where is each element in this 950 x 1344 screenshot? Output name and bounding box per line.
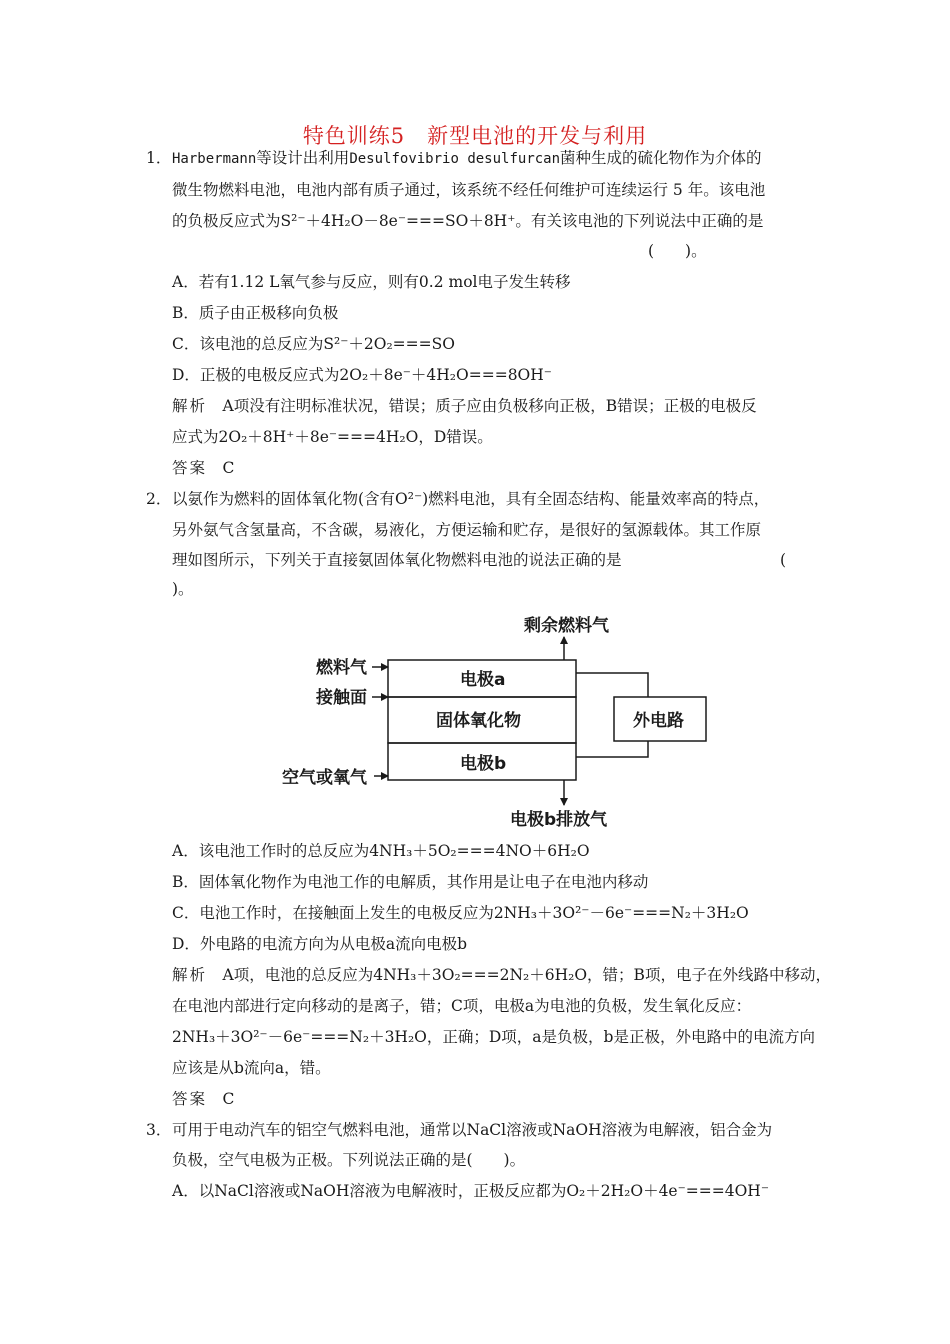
question-number: 3． xyxy=(146,1121,172,1139)
page-title: 特色训练5 新型电池的开发与利用 xyxy=(302,124,648,148)
question-stem-line xyxy=(172,148,762,169)
electrode-a-label: 电极a xyxy=(460,670,506,690)
question-stem-line: 的负极反应式为S²⁻＋4H₂O－8e⁻===SO＋8H⁺。有关该电池的下列说法中正确的是 xyxy=(172,212,764,230)
question-stem-line: 微生物燃料电池，电池内部有质子通过，该系统不经任何维护可连续运行 5 年。该电池 xyxy=(172,181,766,199)
analysis-line: 应式为2O₂＋8H⁺＋8e⁻===4H₂O，D错误。 xyxy=(172,428,493,446)
question-stem-line: 负极，空气电极为正极。下列说法正确的是( )。 xyxy=(172,1151,526,1169)
answer-label: 答案 xyxy=(172,459,208,477)
option-a: A．该电池工作时的总反应为4NH₃＋5O₂===4NO＋6H₂O xyxy=(172,842,590,860)
option-c: C．电池工作时，在接触面上发生的电极反应为2NH₃＋3O²⁻－6e⁻===N₂＋3H₂O xyxy=(172,904,749,922)
answer-line xyxy=(172,458,234,478)
analysis-label: 解析 xyxy=(172,966,208,984)
option-b: B．固体氧化物作为电池工作的电解质，其作用是让电子在电池内移动 xyxy=(172,873,649,891)
option-b: B．质子由正极移向负极 xyxy=(172,304,339,322)
question-number: 2． xyxy=(146,490,172,508)
stem-text: 等设计出利用 xyxy=(256,149,350,167)
question-stem-line: 另外氨气含氢量高，不含碳，易液化，方便运输和贮存，是很好的氢源载体。其工作原 xyxy=(172,521,762,539)
interface-label: 接触面 xyxy=(316,688,367,708)
question-stem-line: 以氨作为燃料的固体氧化物(含有O²⁻)燃料电池，具有全固态结构、能量效率高的特点， xyxy=(172,490,770,508)
analysis-line xyxy=(172,965,831,985)
analysis-line: 应该是从b流向a，错。 xyxy=(172,1059,331,1077)
air-oxygen-label: 空气或氧气 xyxy=(282,768,367,788)
analysis-line: 在电池内部进行定向移动的是离子，错；C项，电极a为电池的负极，发生氧化反应： xyxy=(172,997,752,1015)
external-circuit-label: 外电路 xyxy=(633,711,684,731)
analysis-text: A项没有注明标准状况，错误；质子应由负极移向正极，B错误；正极的电极反 xyxy=(222,397,757,415)
fuel-gas-label: 燃料气 xyxy=(316,658,367,678)
answer-value: C xyxy=(222,459,235,477)
fuel-cell-diagram xyxy=(270,605,730,835)
question-stem-line: 可用于电动汽车的铝空气燃料电池，通常以NaCl溶液或NaOH溶液为电解液，铝合金为 xyxy=(172,1121,773,1139)
answer-parenthesis-open: ( xyxy=(780,551,787,569)
option-a: A．以NaCl溶液或NaOH溶液为电解液时，正极反应都为O₂＋2H₂O＋4e⁻===4OH⁻ xyxy=(172,1182,770,1200)
wire-b xyxy=(576,741,648,757)
electrode-b-label: 电极b xyxy=(460,754,507,774)
answer-parenthesis-close: )。 xyxy=(172,580,194,598)
answer-parentheses: ( )。 xyxy=(648,242,707,260)
analysis-text: A项，电池的总反应为4NH₃＋3O₂===2N₂＋6H₂O，错；B项，电子在外线路中移动， xyxy=(222,966,831,984)
analysis-label: 解析 xyxy=(172,397,208,415)
answer-value: C xyxy=(222,1090,235,1108)
question-stem-line: 理如图所示，下列关于直接氨固体氧化物燃料电池的说法正确的是 xyxy=(172,551,622,569)
solid-oxide-label: 固体氧化物 xyxy=(436,711,521,731)
answer-line xyxy=(172,1089,234,1109)
option-d: D．外电路的电流方向为从电极a流向电极b xyxy=(172,935,468,953)
author-name: Harbermann xyxy=(172,151,257,167)
species-name: Desulfovibrio desulfurcan xyxy=(349,151,561,167)
electrode-b-exhaust-label: 电极b排放气 xyxy=(510,810,608,830)
option-d: D．正极的电极反应式为2O₂＋8e⁻＋4H₂O===8OH⁻ xyxy=(172,366,552,384)
option-c: C．该电池的总反应为S²⁻＋2O₂===SO xyxy=(172,335,455,353)
question-number: 1． xyxy=(146,149,172,167)
residual-fuel-label: 剩余燃料气 xyxy=(524,616,609,636)
answer-label: 答案 xyxy=(172,1090,208,1108)
stem-text: 菌种生成的硫化物作为介体的 xyxy=(560,149,762,167)
wire-a xyxy=(576,673,648,697)
option-a: A．若有1.12 L氧气参与反应，则有0.2 mol电子发生转移 xyxy=(172,273,571,291)
analysis-line xyxy=(172,396,757,416)
analysis-line: 2NH₃＋3O²⁻－6e⁻===N₂＋3H₂O，正确；D项，a是负极，b是正极，外电路中的电流方向 xyxy=(172,1028,815,1046)
